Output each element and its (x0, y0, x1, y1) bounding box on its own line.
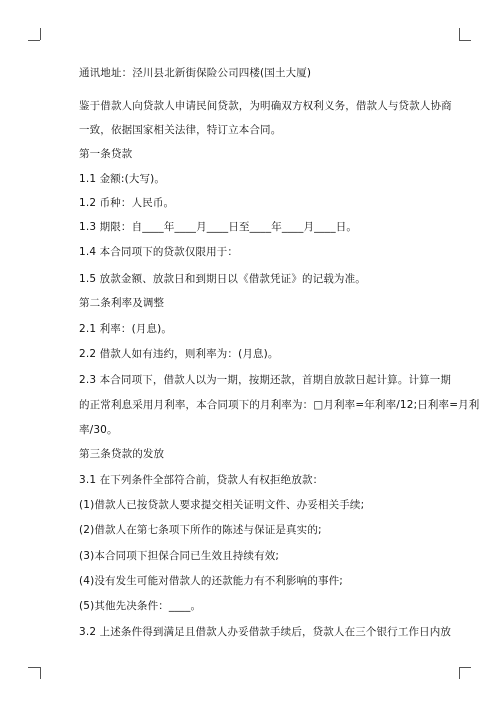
crop-mark-top-left (28, 40, 40, 41)
preamble-line: 鉴于借款人向贷款人申请民间贷款，为明确双方权利义务，借款人与贷款人协商 (79, 100, 452, 112)
list-item: (3)本合同项下担保合同已生效且持续有效; (79, 550, 280, 562)
clause-line: 2.3 本合同项下，借款人以为一期，按期还款，首期自放款日起计算。计算一期 (79, 374, 452, 386)
list-item: (5)其他先决条件：____。 (79, 600, 202, 612)
clause-line: 3.2 上述条件得到满足且借款人办妥借款手续后，贷款人在三个银行工作日内放 (79, 626, 452, 638)
clause-line: 1.2 币种：人民币。 (79, 197, 175, 209)
section-heading: 第一条贷款 (79, 148, 133, 160)
section-heading: 第三条贷款的发放 (79, 448, 165, 460)
address-line: 通讯地址：泾川县北新街保险公司四楼(国土大厦) (79, 67, 312, 79)
clause-line: 1.4 本合同项下的贷款仅限用于： (79, 246, 239, 258)
clause-line: 1.3 期限：自____年____月____日至____年____月____日。 (79, 221, 358, 233)
clause-line: 率/30。 (79, 424, 118, 436)
crop-mark-top-right (459, 40, 471, 41)
crop-mark-top-right (459, 28, 460, 40)
crop-mark-bottom-left (40, 667, 41, 679)
clause-line: 3.1 在下列条件全部符合前，贷款人有权拒绝放款： (79, 474, 324, 486)
list-item: (1)借款人已按贷款人要求提交相关证明文件、办妥相关手续; (79, 499, 365, 511)
list-item: (2)借款人在第七条项下所作的陈述与保证是真实的; (79, 524, 322, 536)
preamble-line: 一致，依据国家相关法律，特订立本合同。 (79, 124, 282, 136)
clause-line: 2.1 利率：(月息)。 (79, 323, 173, 335)
list-item: (4)没有发生可能对借款人的还款能力有不利影响的事件; (79, 575, 343, 587)
section-heading: 第二条利率及调整 (79, 297, 165, 309)
clause-line: 1.5 放款金额、放款日和到期日以《借款凭证》的记载为准。 (79, 273, 366, 285)
crop-mark-bottom-left (28, 667, 40, 668)
clause-line: 2.2 借款人如有违约，则利率为：(月息)。 (79, 348, 279, 360)
crop-mark-top-left (40, 28, 41, 40)
clause-line: 的正常利息采用月利率，本合同项下的月利率为：□月利率=年利率/12;日利率=月利 (79, 399, 480, 411)
crop-mark-bottom-right (459, 667, 460, 679)
clause-line: 1.1 金额:(大写)。 (79, 173, 166, 185)
crop-mark-bottom-right (459, 667, 471, 668)
